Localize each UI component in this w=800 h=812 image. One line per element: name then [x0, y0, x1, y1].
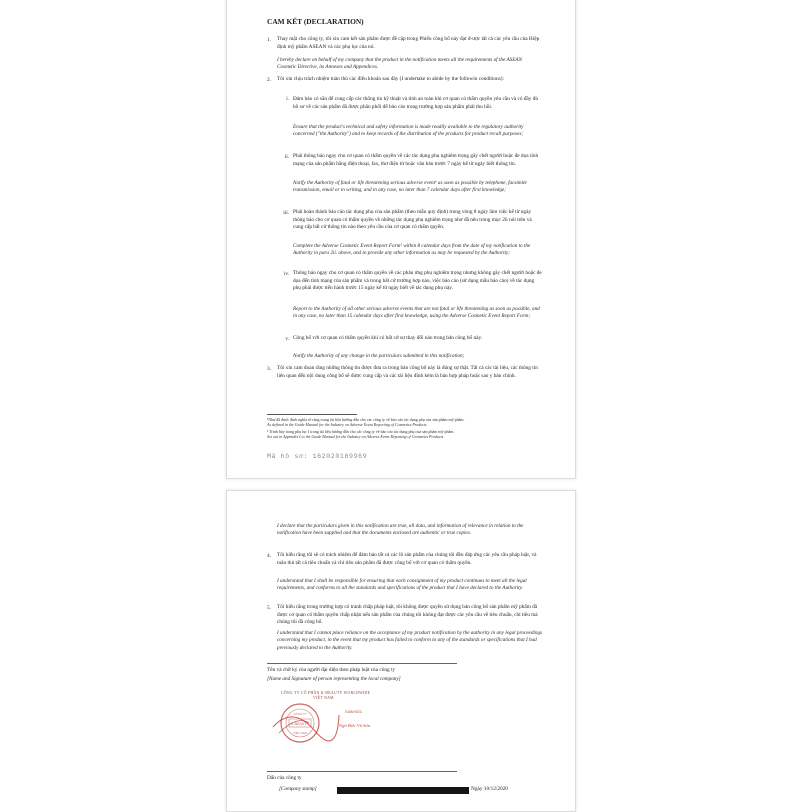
item-2-vi: Tôi xin chịu trách nhiệm tuân thủ các điều khoản sau đây (I undertake to abide by the followin conditions):: [277, 76, 504, 82]
signatory-label-vi: Tên và chữ ký của người đại diện theo pháp luật của công ty: [267, 667, 396, 673]
item-1-number: 1.: [267, 37, 271, 43]
company-stamp-icon: [267, 685, 387, 755]
page-title: CAM KẾT (DECLARATION): [267, 17, 364, 26]
svg-text:GIÁM ĐỐC: GIÁM ĐỐC: [345, 710, 363, 714]
sub-iv-en: Report to the Authority of all other serious adverse events that are not fatal or life threatening as soon as possible, and in any case, no later than 15 calendar days after first knowledge, using the Adverse Cosmetic Event Report Form;: [293, 306, 540, 320]
company-name: CÔNG TY CỔ PHẦN K-BEAUTY WORLDWIDE: [281, 691, 371, 695]
footnote-2-vi: ² Trình bày trong phụ lục I trong tài liệu hướng dẫn cho các công ty về báo cáo tác dụng phụ của sản phẩm mỹ phẩm.: [267, 429, 455, 434]
item-5-en: I understand that I cannot place reliance on the acceptance of my product notification by the authority in any legal proceedings concerning my product, in the event that my product has failed to conform to any of the standards or specifications that I had previously declared to the Authority.: [277, 630, 543, 651]
redacted-bar: [337, 787, 469, 794]
sub-v-vi: Công bố với cơ quan có thẩm quyền khi có bất cứ sự thay đổi nào trong bản công bố này.: [293, 335, 483, 341]
sub-i-vi: Đảm bảo có sẵn để cung cấp các thông tin kỹ thuật và tính an toàn khi cơ quan có thẩm quyền yêu cầu và có đầy đủ hồ sơ về các sản phẩm đã được phân phối để bảo cáo trong trường hợp sản phẩm phải thu hồi.: [293, 96, 539, 110]
sub-ii-number: ii.: [284, 154, 289, 160]
svg-text:CÔNG TY: CÔNG TY: [293, 712, 307, 716]
item-4-number: 4.: [267, 553, 271, 559]
item-3-number: 3.: [267, 366, 271, 372]
stamp-top-line: [267, 771, 457, 772]
svg-text:Ngô Đức Vũ Sơn: Ngô Đức Vũ Sơn: [339, 723, 371, 728]
sub-i-number: i.: [286, 96, 289, 102]
footnote-2-en: Set out in Appendix I to the Guide Manual for the Industry on Adverse Event Reporting of Cosmetics Products: [267, 434, 444, 439]
sub-iv-vi: Thông báo ngay cho cơ quan có thẩm quyền về các phản ứng phụ nghiêm trọng nhưng không gây chết người hoặc đe dọa đến tính mạng của sản phẩm và trong bất cứ trường hợp nào, việc báo cáo (sử dụng mẫu báo cáo) về tác dụng phụ phải được tiến hành trước 15 ngày kể từ ngày biết về tác dụng phụ này.: [293, 270, 542, 292]
item-5-number: 5.: [267, 605, 271, 611]
item-2-number: 2.: [267, 77, 271, 83]
signatory-label-en: [Name and Signature of person representing the local company]: [267, 676, 401, 682]
footnote-1-vi: ¹Như đã được định nghĩa rõ ràng trong tài liệu hướng dẫn cho các công ty về báo cáo tác dụng phụ của sản phẩm mỹ phẩm.: [267, 417, 465, 422]
sub-iii-en: Complete the Adverse Cosmetic Event Report Form² within 8 calendar days from the date of my notification to the Authority in para 2ii. above, and to provide any other information as may be requested by the Authority;: [293, 243, 531, 257]
item-5-vi: Tôi hiểu rằng trong trường hợp có tranh chấp pháp luật, tôi không được quyền sử dụng bản công bố sản phẩm mỹ phẩm đã được cơ quan có thẩm quyền chấp nhận nếu sản phẩm của chúng tôi không đạt được các yêu cầu về tiêu chuẩn, chỉ tiêu mà chúng tôi đã công bố.: [277, 604, 538, 626]
item-3-en: I declare that the particulars given in this notification are true, all data, and information of relevance in relation to the notification have been supplied and that the documents enclosed are authentic or true copies.: [277, 523, 524, 537]
item-1-en: I hereby declare on behalf of my company that the product in the notification meets all the requirements of the ASEAN Cosmetic Directive, its Annexes and Appendices.: [277, 57, 523, 71]
svg-text:VIỆT NAM: VIỆT NAM: [292, 731, 308, 735]
item-3-vi: Tôi xin cam đoan rằng những thông tin được đưa ra trong bản công bố này là đúng sự thật. Tất cả các tài liệu, các thông tin liên quan đến nội dung công bố sẽ được cung cấp và các tài liệu đính kèm là bản hợp pháp hoặc sao y bản chính.: [277, 365, 538, 379]
footnote-1-en: As defined in the Guide Manual for the Industry on Adverse Event Reporting of Cosmetics Products: [267, 422, 427, 427]
company-country: VIỆT NAM: [313, 696, 334, 700]
stamp-label-en: [Company stamp]: [279, 786, 317, 792]
sub-iii-number: iii.: [283, 210, 289, 216]
signature-date: Ngày 10/12/2020: [471, 786, 508, 792]
svg-text:K-BEAUTY: K-BEAUTY: [291, 722, 309, 726]
sub-v-en: Notify the Authority of any change in the particulars submitted in this notification;: [293, 353, 465, 359]
sub-ii-en: Notify the Authority of fatal or life threatening serious adverse event¹ as soon as possible by telephone, facsimile transmission, email or in writing, and in any case, no later than 7 calendar days after first knowledge;: [293, 180, 527, 194]
document-page-1: [226, 0, 576, 479]
sub-v-number: v.: [285, 336, 289, 342]
file-reference-number: Mã hồ sơ: 162020169969: [267, 453, 368, 460]
document-page-2: [226, 490, 576, 812]
item-1-vi: Thay mặt cho công ty, tôi xin cam kết sản phẩm được đề cập trong Phiếu công bố này đạt đ-ược tất cả các yêu cầu của Hiệp định mỹ phẩm ASEAN và các phụ lục của nó.: [277, 36, 540, 50]
item-4-en: I understand that I shall be responsible for ensuring that each consignment of my product continues to meet all the legal requirements, and conforms to all the standards and specifications of the product that I have declared to the Authority.: [277, 578, 527, 592]
item-4-vi: Tôi hiểu rằng tôi sẽ có trách nhiệm để đảm bảo tất cả các lô sản phẩm của chúng tôi đều đáp ứng các yêu cầu pháp luật, và tuân thủ tất cả tiêu chuẩn và chỉ tiêu sản phẩm đã được công bố với cơ quan có thẩm quyền.: [277, 552, 537, 566]
sub-iii-vi: Phải hoàn thành báo cáo tác dụng phụ của sản phẩm (theo mẫu quy định) trong vòng 8 ngày làm việc kể từ ngày thông báo cho cơ quan có thẩm quyền về những tác dụng phụ nghiêm trọng như đã nêu trong mục 2ii nói trên và cung cấp bất cứ thông tin nào theo yêu cầu của cơ quan có thẩm quyền.: [293, 209, 532, 231]
sub-i-en: Ensure that the product's technical and safety information is made readily available to the regulatory authority concerned ("the Authority") and to keep records of the distribution of the products for product recall purposes;: [293, 124, 524, 138]
stamp-label-vi: Dấu của công ty: [267, 775, 302, 781]
sub-ii-vi: Phải thông báo ngay cho cơ quan có thẩm quyền về các tác dụng phụ nghiêm trọng gây chết người hoặc đe dọa tính mạng của sản phẩm bằng điện thoại, fax, thư điện tử hoặc văn bản trước 7 ngày kể từ ngày biết thông tin.: [293, 153, 539, 167]
footnote-divider: [267, 414, 357, 415]
sub-iv-number: iv.: [283, 271, 289, 277]
signature-top-line: [267, 663, 457, 664]
